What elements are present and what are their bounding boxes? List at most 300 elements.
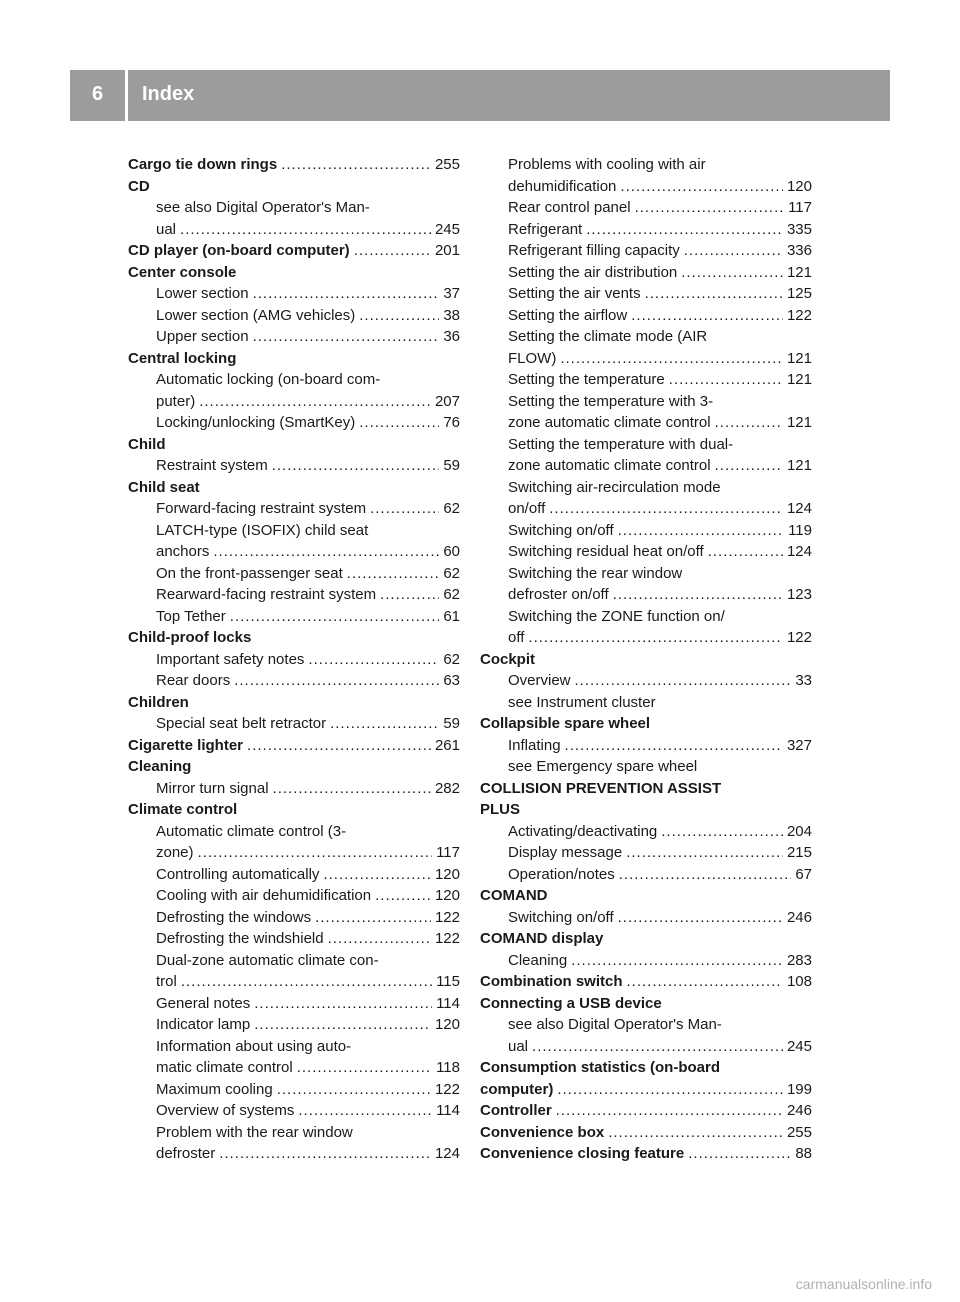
page-reference[interactable]: 121	[786, 371, 812, 388]
entry-text: Overview	[508, 672, 571, 689]
entry-text: off	[508, 629, 525, 646]
index-entry	[128, 455, 460, 477]
index-entry	[480, 283, 812, 305]
index-entry	[128, 391, 460, 413]
dot-leader	[608, 1122, 783, 1144]
index-heading	[480, 1122, 812, 1144]
index-entry	[128, 907, 460, 929]
entry-text: Dual-zone automatic climate con-	[156, 951, 379, 969]
page-reference[interactable]: 117	[788, 199, 812, 216]
entry-text: Setting the airflow	[508, 306, 628, 324]
page-reference[interactable]: 59	[443, 715, 460, 732]
entry-text: Rear doors	[156, 672, 231, 689]
page-header	[70, 70, 890, 121]
page-reference[interactable]: 36	[443, 328, 460, 345]
index-heading	[128, 240, 460, 262]
page-reference[interactable]: 282	[434, 779, 460, 797]
page-reference[interactable]: 121	[786, 457, 812, 474]
entry-text: zone)	[156, 844, 194, 861]
dot-leader	[254, 993, 432, 1015]
index-entry	[128, 305, 460, 327]
entry-text: Rear control panel	[508, 199, 631, 216]
entry-text: matic climate control	[156, 1059, 293, 1076]
index-entry	[480, 735, 812, 757]
page-reference[interactable]: 122	[434, 930, 460, 947]
index-entry	[128, 520, 460, 542]
entry-text: Problems with cooling with air	[508, 156, 706, 173]
entry-text: on/off	[508, 500, 546, 517]
index-heading	[128, 262, 460, 284]
entry-text: computer)	[480, 1080, 554, 1098]
page-reference[interactable]: 255	[786, 1123, 812, 1141]
entry-text: Important safety notes	[156, 650, 305, 668]
entry-text: Center console	[128, 263, 237, 281]
entry-text: Indicator lamp	[156, 1016, 251, 1033]
page-reference[interactable]: 283	[786, 951, 812, 969]
index-entry	[480, 348, 812, 370]
entry-text: COMAND	[480, 887, 548, 904]
index-entry	[480, 606, 812, 628]
entry-text: Climate control	[128, 801, 238, 818]
dot-leader	[618, 520, 784, 542]
dot-leader	[213, 541, 439, 563]
entry-text: Inflating	[508, 736, 561, 754]
dot-leader	[297, 1057, 432, 1079]
page-reference[interactable]: 124	[434, 1145, 460, 1162]
entry-text: Locking/unlocking (SmartKey)	[156, 414, 356, 431]
index-entry	[480, 563, 812, 585]
page-reference[interactable]: 199	[786, 1080, 812, 1098]
dot-leader	[308, 649, 439, 671]
page-reference[interactable]: 124	[786, 500, 812, 517]
index-entry	[480, 627, 812, 649]
entry-text: COLLISION PREVENTION ASSIST	[480, 779, 722, 797]
entry-text: Collapsible spare wheel	[480, 715, 651, 732]
dot-leader	[298, 1100, 432, 1122]
dot-leader	[330, 713, 439, 735]
entry-text: Cockpit	[480, 650, 536, 668]
index-entry	[480, 498, 812, 520]
index-entry	[128, 950, 460, 972]
page-reference[interactable]: 117	[436, 844, 460, 861]
index-entry	[128, 369, 460, 391]
index-heading	[128, 154, 460, 176]
page-reference[interactable]: 327	[786, 736, 812, 754]
page-number: 6	[92, 83, 104, 105]
page-reference[interactable]: 121	[786, 263, 812, 281]
index-entry	[128, 584, 460, 606]
index-entry	[480, 477, 812, 499]
entry-text: Setting the temperature with dual-	[508, 435, 734, 453]
entry-text: Mirror turn signal	[156, 779, 269, 797]
dot-leader	[199, 391, 431, 413]
entry-text: Automatic locking (on-board com-	[156, 371, 381, 388]
index-entry	[128, 842, 460, 864]
index-entry	[480, 670, 812, 692]
page-reference[interactable]: 60	[443, 543, 460, 560]
entry-text: Refrigerant	[508, 220, 583, 238]
dot-leader	[354, 240, 431, 262]
entry-text: Switching on/off	[508, 908, 614, 926]
index-entry	[128, 1036, 460, 1058]
dot-leader	[347, 563, 440, 585]
dot-leader	[180, 219, 431, 241]
page-reference[interactable]: 114	[436, 1102, 460, 1119]
entry-text: Convenience closing feature	[480, 1145, 685, 1162]
page-reference[interactable]: 33	[795, 672, 812, 689]
index-heading	[480, 971, 812, 993]
entry-text: puter)	[156, 392, 196, 410]
entry-text: zone automatic climate control	[508, 414, 711, 431]
page-title: Index	[142, 83, 195, 105]
index-heading	[480, 1100, 812, 1122]
index-heading	[128, 692, 460, 714]
index-entry	[480, 219, 812, 241]
entry-text: CD	[128, 177, 150, 195]
index-heading	[480, 649, 812, 671]
entry-text: see also Digital Operator's Man-	[156, 199, 370, 216]
page-reference[interactable]: 261	[434, 736, 460, 754]
dot-leader	[620, 176, 783, 198]
entry-text: defroster	[156, 1145, 216, 1162]
dot-leader	[272, 455, 440, 477]
dot-leader	[273, 778, 431, 800]
dot-leader	[556, 1100, 783, 1122]
index-entry	[128, 541, 460, 563]
entry-text: Maximum cooling	[156, 1080, 273, 1098]
page-reference[interactable]: 121	[786, 414, 812, 431]
index-entry	[128, 885, 460, 907]
dot-leader	[375, 885, 431, 907]
entry-text: Display message	[508, 844, 623, 861]
index-column-right	[480, 154, 812, 1165]
entry-text: Defrosting the windshield	[156, 930, 324, 947]
dot-leader	[565, 735, 783, 757]
entry-text: Controlling automatically	[156, 865, 320, 883]
entry-text: Lower section	[156, 285, 249, 302]
index-entry	[128, 498, 460, 520]
entry-text: Combination switch	[480, 973, 623, 990]
entry-text: Lower section (AMG vehicles)	[156, 306, 356, 324]
page-reference[interactable]: 124	[786, 543, 812, 560]
index-heading	[480, 778, 812, 800]
index-entry	[128, 864, 460, 886]
index-entry	[128, 778, 460, 800]
index-entry	[128, 1122, 460, 1144]
page-reference[interactable]: 120	[434, 865, 460, 883]
index-heading	[480, 1057, 812, 1079]
page-reference[interactable]: 120	[434, 887, 460, 904]
dot-leader	[328, 928, 431, 950]
page-reference[interactable]: 122	[786, 629, 812, 646]
index-entry	[480, 950, 812, 972]
entry-text: see Emergency spare wheel	[508, 758, 698, 775]
page-reference[interactable]: 336	[786, 242, 812, 259]
index-heading	[480, 1143, 812, 1165]
dot-leader	[560, 348, 783, 370]
dot-leader	[532, 1036, 783, 1058]
entry-text: Problem with the rear window	[156, 1123, 353, 1141]
index-heading	[480, 1079, 812, 1101]
entry-text: trol	[156, 973, 177, 990]
entry-text: Convenience box	[480, 1123, 605, 1141]
index-heading	[128, 627, 460, 649]
dot-leader	[618, 907, 783, 929]
index-entry	[480, 821, 812, 843]
page-reference[interactable]: 115	[436, 973, 460, 990]
index-entry	[480, 176, 812, 198]
dot-leader	[219, 1143, 431, 1165]
entry-text: FLOW)	[508, 349, 557, 367]
entry-text: see also Digital Operator's Man-	[508, 1016, 722, 1033]
index-entry	[480, 434, 812, 456]
page-reference[interactable]: 63	[443, 672, 460, 689]
index-heading	[480, 928, 812, 950]
page-reference[interactable]: 88	[795, 1145, 812, 1162]
dot-leader	[557, 1079, 783, 1101]
entry-text: zone automatic climate control	[508, 457, 711, 474]
index-entry	[128, 219, 460, 241]
entry-text: Setting the temperature	[508, 371, 665, 388]
dot-leader	[684, 240, 783, 262]
page-reference[interactable]: 118	[436, 1059, 460, 1076]
entry-text: anchors	[156, 543, 210, 560]
dot-leader	[549, 498, 783, 520]
index-heading	[480, 885, 812, 907]
dot-leader	[234, 670, 439, 692]
page-reference[interactable]: 62	[443, 586, 460, 603]
entry-text: Overview of systems	[156, 1102, 295, 1119]
index-entry	[480, 1036, 812, 1058]
dot-leader	[571, 950, 783, 972]
entry-text: Setting the air vents	[508, 285, 641, 302]
entry-text: CD player (on-board computer)	[128, 242, 350, 259]
dot-leader	[613, 584, 783, 606]
page-reference[interactable]: 67	[795, 865, 812, 883]
index-entry	[480, 326, 812, 348]
page-reference[interactable]: 120	[434, 1016, 460, 1033]
entry-text: Cooling with air dehumidification	[156, 887, 372, 904]
dot-leader	[715, 455, 783, 477]
index-entry	[128, 1079, 460, 1101]
dot-leader	[645, 283, 783, 305]
entry-text: see Instrument cluster	[508, 693, 656, 711]
index-entry	[480, 369, 812, 391]
entry-text: Child seat	[128, 478, 200, 496]
index-entry	[128, 326, 460, 348]
dot-leader	[586, 219, 783, 241]
page-reference[interactable]: 201	[434, 242, 460, 259]
index-heading	[128, 799, 460, 821]
page-reference[interactable]: 62	[443, 650, 460, 668]
page-reference[interactable]: 122	[434, 908, 460, 926]
dot-leader	[281, 154, 431, 176]
dot-leader	[661, 821, 783, 843]
index-entry	[480, 541, 812, 563]
index-column-left	[128, 154, 460, 1165]
index-entry	[128, 1014, 460, 1036]
entry-text: Restraint system	[156, 457, 268, 474]
entry-text: Refrigerant filling capacity	[508, 242, 680, 259]
entry-text: General notes	[156, 994, 251, 1012]
index-entry	[480, 692, 812, 714]
page-reference[interactable]: 123	[786, 586, 812, 603]
page-reference[interactable]: 38	[443, 306, 460, 324]
dot-leader	[627, 971, 783, 993]
index-entry	[480, 391, 812, 413]
entry-text: Upper section	[156, 328, 249, 345]
index-entry	[128, 563, 460, 585]
entry-text: Information about using auto-	[156, 1037, 352, 1055]
entry-text: Setting the air distribution	[508, 263, 678, 281]
index-entry	[128, 928, 460, 950]
page-reference[interactable]: 245	[434, 220, 460, 238]
entry-text: Child	[128, 435, 166, 453]
index-entry	[128, 971, 460, 993]
entry-text: PLUS	[480, 801, 521, 818]
index-entry	[480, 1014, 812, 1036]
dot-leader	[688, 1143, 791, 1165]
dot-leader	[669, 369, 783, 391]
page-reference[interactable]: 335	[786, 220, 812, 238]
entry-text: ual	[156, 220, 177, 238]
dot-leader	[181, 971, 432, 993]
entry-text: defroster on/off	[508, 586, 609, 603]
page-reference[interactable]: 61	[443, 607, 460, 625]
page-reference[interactable]: 37	[443, 285, 460, 302]
page-reference[interactable]: 215	[786, 844, 812, 861]
page-reference[interactable]: 59	[443, 457, 460, 474]
index-heading	[128, 434, 460, 456]
index-entry	[480, 240, 812, 262]
dot-leader	[253, 283, 440, 305]
entry-text: Automatic climate control (3-	[156, 822, 347, 840]
dot-leader	[619, 864, 792, 886]
page-reference[interactable]: 122	[786, 306, 812, 324]
page-reference[interactable]: 121	[786, 349, 812, 367]
entry-text: Controller	[480, 1102, 552, 1119]
entry-text: Switching residual heat on/off	[508, 543, 704, 560]
index-heading	[480, 713, 812, 735]
entry-text: Activating/deactivating	[508, 822, 658, 840]
page-reference[interactable]: 62	[443, 564, 460, 582]
entry-text: Switching the rear window	[508, 564, 683, 582]
page-reference[interactable]: 122	[434, 1080, 460, 1098]
index-entry	[128, 283, 460, 305]
dot-leader	[635, 197, 785, 219]
entry-text: Setting the climate mode (AIR	[508, 328, 708, 345]
entry-text: Top Tether	[156, 607, 226, 625]
dot-leader	[254, 1014, 431, 1036]
entry-text: Setting the temperature with 3-	[508, 392, 714, 410]
index-entry	[480, 197, 812, 219]
index-heading	[128, 735, 460, 757]
index-heading	[128, 348, 460, 370]
dot-leader	[230, 606, 440, 628]
dot-leader	[715, 412, 783, 434]
entry-text: Defrosting the windows	[156, 908, 312, 926]
page-reference[interactable]: 246	[786, 1102, 812, 1119]
entry-text: ual	[508, 1037, 529, 1055]
watermark: carmanualsonline.info	[795, 1276, 932, 1292]
entry-text: Special seat belt retractor	[156, 715, 327, 732]
page-reference[interactable]: 76	[443, 414, 460, 431]
index-entry	[480, 455, 812, 477]
index-entry	[128, 821, 460, 843]
index-entry	[480, 262, 812, 284]
entry-text: Children	[128, 693, 189, 711]
index-entry	[480, 584, 812, 606]
entry-text: Forward-facing restraint system	[156, 500, 367, 517]
entry-text: Switching air-recirculation mode	[508, 478, 721, 496]
entry-text: Switching the ZONE function on/	[508, 607, 725, 625]
index-entry	[128, 606, 460, 628]
entry-text: Central locking	[128, 349, 237, 367]
page-reference[interactable]: 245	[786, 1037, 812, 1055]
dot-leader	[370, 498, 439, 520]
dot-leader	[681, 262, 783, 284]
entry-text: COMAND display	[480, 930, 604, 947]
entry-text: Operation/notes	[508, 865, 615, 883]
index-heading	[128, 477, 460, 499]
dot-leader	[247, 735, 431, 757]
dot-leader	[359, 305, 439, 327]
entry-text: Switching on/off	[508, 521, 614, 539]
index-entry	[128, 1057, 460, 1079]
entry-text: dehumidification	[508, 177, 617, 195]
page-reference[interactable]: 120	[786, 177, 812, 195]
page-reference[interactable]: 255	[434, 156, 460, 173]
header-divider	[125, 70, 128, 121]
entry-text: LATCH-type (ISOFIX) child seat	[156, 521, 369, 539]
page-reference[interactable]: 207	[434, 392, 460, 410]
entry-text: On the front-passenger seat	[156, 564, 343, 582]
index-entry	[480, 864, 812, 886]
page-reference[interactable]: 62	[443, 500, 460, 517]
page-reference[interactable]: 125	[786, 285, 812, 302]
entry-text: Cleaning	[128, 758, 192, 775]
index-heading	[128, 176, 460, 198]
index-entry	[480, 907, 812, 929]
index-entry	[128, 993, 460, 1015]
index-heading	[480, 993, 812, 1015]
dot-leader	[528, 627, 783, 649]
index-heading	[480, 799, 812, 821]
page-reference[interactable]: 246	[786, 908, 812, 926]
page-reference[interactable]: 119	[788, 521, 812, 539]
index-entry	[128, 1100, 460, 1122]
page-reference[interactable]: 204	[786, 822, 812, 840]
index-entry	[480, 154, 812, 176]
index-entry	[480, 412, 812, 434]
index-entry	[128, 197, 460, 219]
dot-leader	[380, 584, 439, 606]
entry-text: Cargo tie down rings	[128, 156, 278, 173]
dot-leader	[315, 907, 431, 929]
dot-leader	[277, 1079, 431, 1101]
dot-leader	[631, 305, 783, 327]
index-entry	[128, 713, 460, 735]
page-reference[interactable]: 108	[786, 973, 812, 990]
index-entry	[128, 670, 460, 692]
dot-leader	[323, 864, 431, 886]
index-entry	[128, 412, 460, 434]
dot-leader	[253, 326, 440, 348]
entry-text: Cigarette lighter	[128, 736, 244, 754]
index-entry	[480, 305, 812, 327]
index-entry	[480, 842, 812, 864]
page-reference[interactable]: 114	[436, 994, 460, 1012]
